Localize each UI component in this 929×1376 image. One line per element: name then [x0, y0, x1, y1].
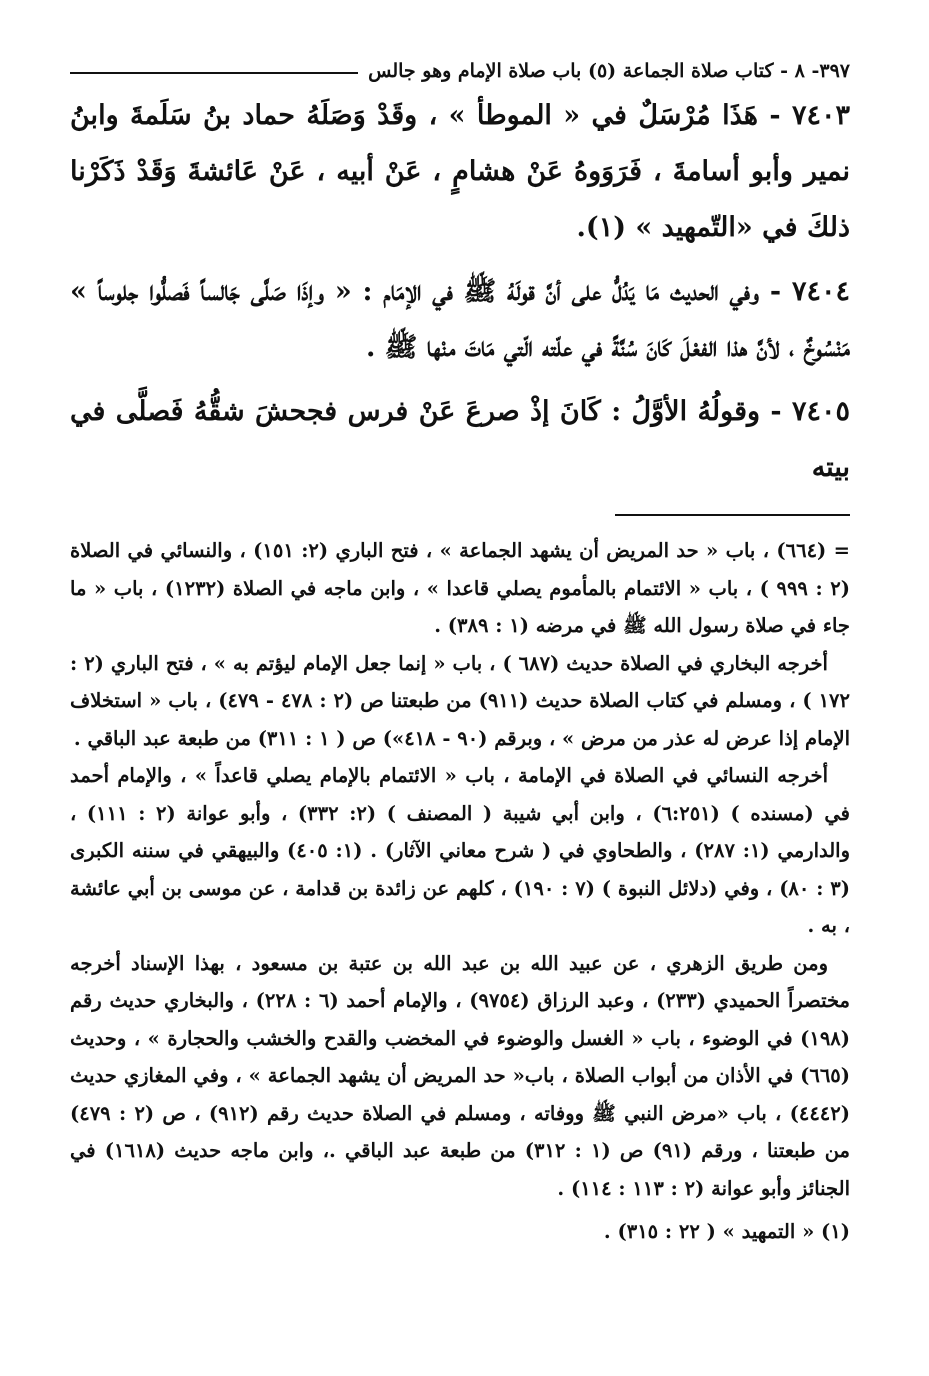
book-page: [70, 52, 850, 1251]
paragraph-7403: ٧٤٠٣ - هَذَا مُرْسَلٌ في « الموطأ » ، وقَدْ وَصَلَهُ حماد بنُ سَلَمةَ وابنُ نمير وأبو أسامةَ ، فَرَوَوهُ عَنْ هشامٍ ، عَنْ أبيه ، عَنْ عَائشةَ وَقَدْ ذَكَرْنا ذلكَ في «التّمهيد » (١).: [70, 100, 850, 243]
running-header-text: ٣٩٧- ٨ - كتاب صلاة الجماعة (٥) باب صلاة الإمام وهو جالس: [368, 60, 850, 82]
footnote-continuation: = (٦٦٤) ، باب « حد المريض أن يشهد الجماعة » ، فتح الباري (٢: ١٥١) ، والنسائي في الصلاة (٢ : ٩٩٩ ) ، باب « الائتمام بالمأموم يصلي قاعدا » ، وابن ماجه في الصلاة (١٢٣٢) ، باب « ما جاء في صلاة رسول الله ﷺ في مرضه (١ : ٣٨٩) .: [70, 539, 850, 637]
paragraph-7405: ٧٤٠٥ - وقولُهُ الأوَّلُ : كَانَ إذْ صرعَ عَنْ فرس فجحشَ شقُّهُ فَصلَّى في بيته: [70, 396, 850, 483]
main-text: [70, 88, 850, 496]
footnote-paragraph: أخرجه النسائي في الصلاة في الإمامة ، باب « الائتمام بالإمام يصلي قاعداً » ، والإمام أحمد في (مسنده ) (٦:٢٥١) ، وابن أبي شيبة ( المصنف ) (٢: ٣٣٢) ، وأبو عوانة (٢ : ١١١) ، والدارمي (١: ٢٨٧) ، والطحاوي في ( شرح معاني الآثار) . (١: ٤٠٥) والبيهقي في سننه الكبرى (٣ : ٨٠) ، وفي (دلائل النبوة ) (٧ : ١٩٠) ، كلهم عن زائدة بن قدامة ، عن موسى بن أبي عائشة ، به .: [70, 764, 850, 937]
header-rule: [70, 72, 358, 74]
running-header: [70, 52, 850, 82]
paragraph-7404: ٧٤٠٤ - وفي الحديث مَا يَدُلُّ على أنَّ قولَهُ ﷺ في الإمَام : « وإذَا صَلَّى جَالساً فَصلُّوا جلوساً » مَنْسُوخٌ ، لأنَّ هذا الفعْلَ كَانَ سُنَّةً في علّته الّتي مَاتَ منْها ﷺ .: [70, 276, 850, 363]
footnote-paragraph: ومن طريق الزهري ، عن عبيد الله بن عبد الله بن عتبة بن مسعود ، بهذا الإسناد أخرجه مختصراً الحميدي (٢٣٣) ، وعبد الرزاق (٩٧٥٤) ، والإمام أحمد (٦ : ٢٢٨) ، والبخاري حديث رقم (١٩٨) في الوضوء ، باب « الغسل والوضوء في المخضب والقدح والخشب والحجارة » ، وحديث (٦٦٥) في الأذان من أبواب الصلاة ، باب« حد المريض أن يشهد الجماعة » ، وفي المغازي حديث (٤٤٤٢) ، باب «مرض النبي ﷺ ووفاته ، ومسلم في الصلاة حديث رقم (٩١٢) ، ص (٢ : ٤٧٩) من طبعتنا ، ورقم (٩١) ص (١ : ٣١٢) من طبعة عبد الباقي .، وابن ماجه حديث (١٦١٨) في الجنائز وأبو عوانة (٢ : ١١٣ : ١١٤) .: [70, 951, 851, 1200]
footnotes: [70, 532, 850, 1251]
footnote-separator: [615, 514, 850, 516]
footnote-paragraph: أخرجه البخاري في الصلاة حديث (٦٨٧ ) ، باب « إنما جعل الإمام ليؤتم به » ، فتح الباري (٢ : ١٧٢ ) ، ومسلم في كتاب الصلاة حديث (٩١١) من طبعتنا ص (٢ : ٤٧٨ - ٤٧٩) ، باب « استخلاف الإمام إذا عرض له عذر من مرض » ، وبرقم (٩٠ - ٤١٨») ص ( ١ : ٣١١) من طبعة عبد الباقي .: [70, 651, 850, 750]
author-footnote: (١) « التمهيد » ( ٢٢ : ٣١٥) .: [603, 1220, 850, 1243]
